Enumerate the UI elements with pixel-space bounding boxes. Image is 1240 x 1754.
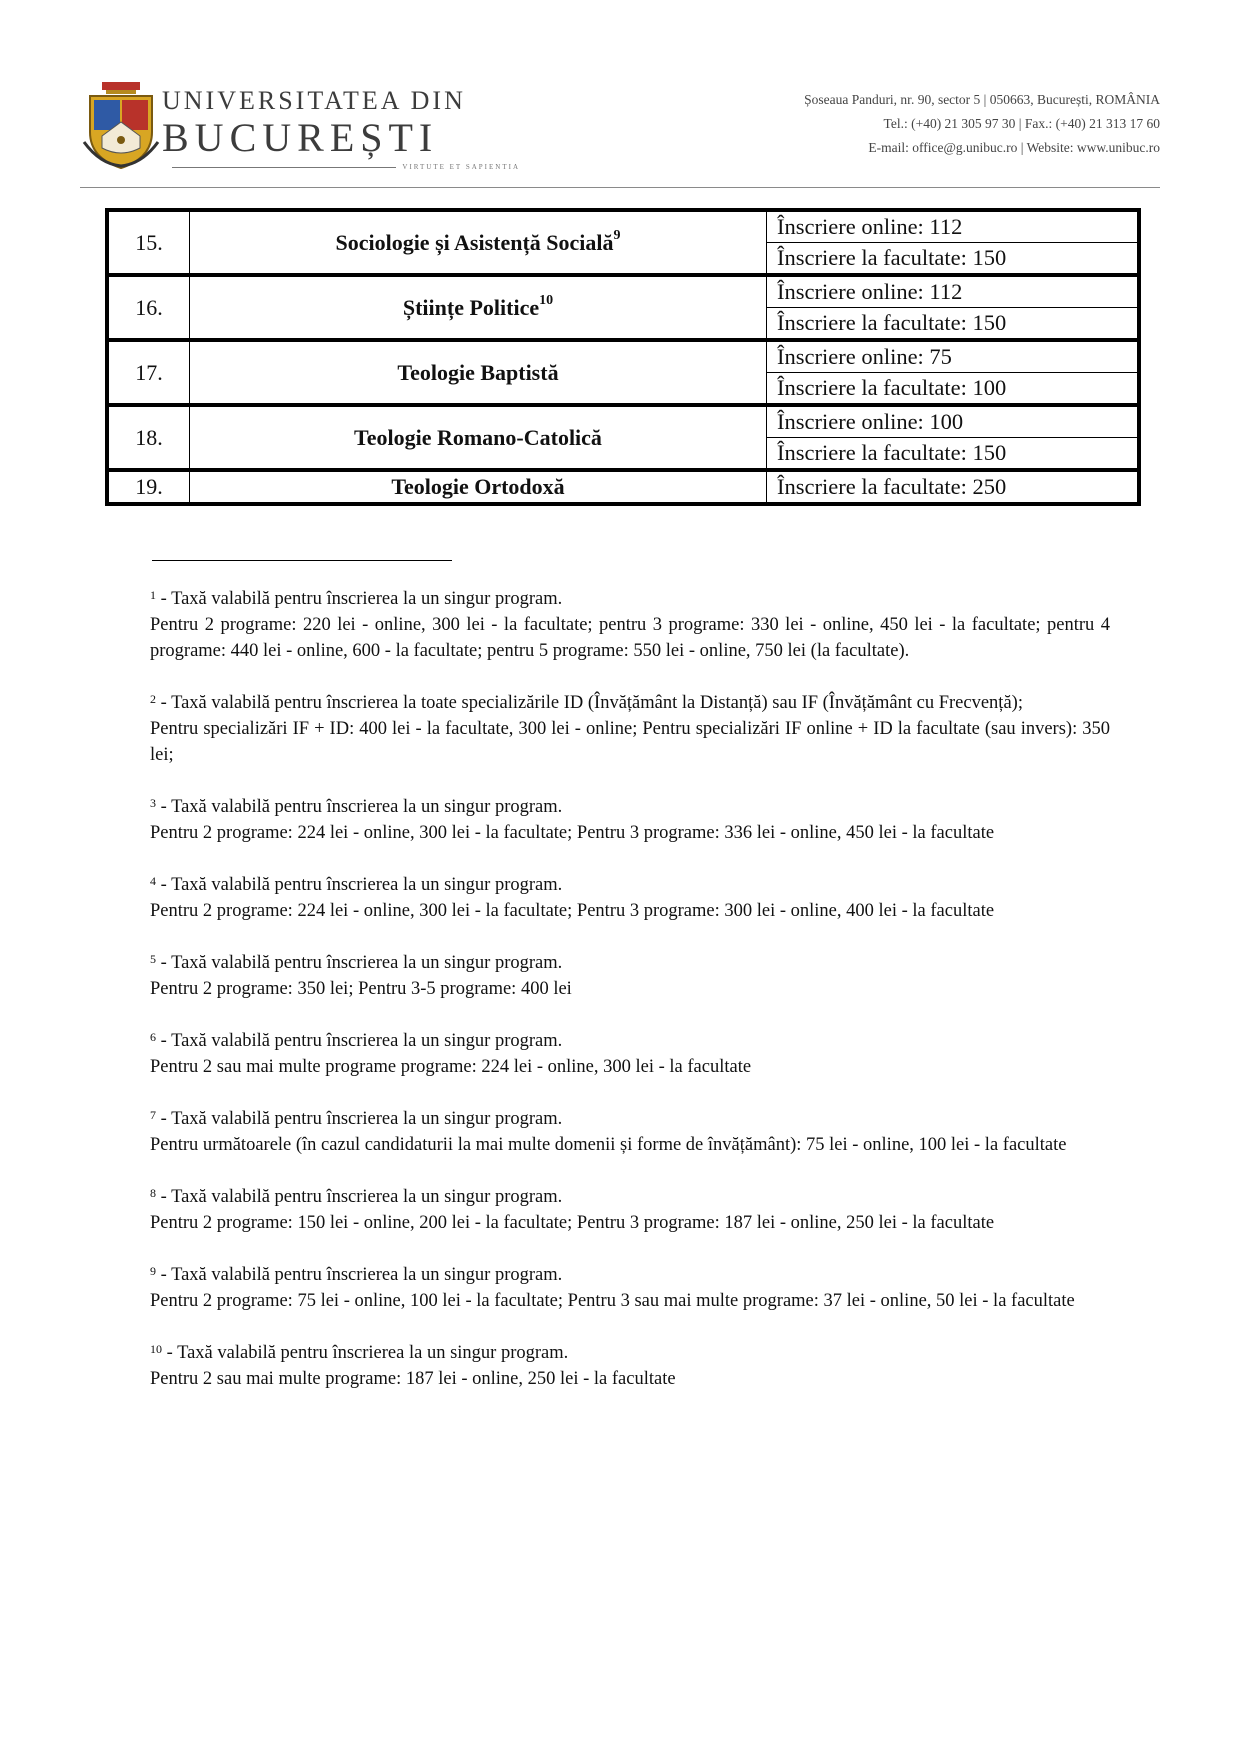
footnote-text: - Taxă valabilă pentru înscrierea la un singur program. (166, 1343, 569, 1363)
fee-cell: Înscriere online: 112 (767, 210, 1140, 243)
table-row (107, 275, 1139, 308)
program-name-cell (190, 405, 767, 470)
footnote-line (150, 1340, 1110, 1366)
fee-cell: Înscriere la facultate: 150 (767, 243, 1140, 276)
row-number: 17. (107, 340, 190, 405)
footnote-line (150, 1184, 1110, 1210)
contact-block (804, 88, 1160, 160)
footnote-line (150, 1210, 1110, 1236)
footnote (150, 794, 1110, 846)
program-name-cell (190, 210, 767, 275)
footnote-line (150, 1288, 1110, 1314)
footnote-text: Pentru 2 programe: 220 lei - online, 300 lei - la facultate; pentru 3 programe: 330 lei - online, 450 lei - la facultate; pentru 4 programe: 440 lei - online, 600 - la facultate; pentru 5 programe: 550 lei - online, 750 lei (la facultate). (150, 615, 1110, 661)
footnote-text: - Taxă valabilă pentru înscrierea la un singur program. (160, 1265, 563, 1285)
footnote (150, 1106, 1110, 1158)
footnote-text: Pentru specializări IF + ID: 400 lei - la facultate, 300 lei - online; Pentru specializări IF online + ID la facultate (sau invers): 350 lei; (150, 719, 1110, 765)
footnote-text: Pentru 2 programe: 150 lei - online, 200 lei - la facultate; Pentru 3 programe: 187 lei - online, 250 lei - la facultate (150, 1213, 995, 1233)
footnote-number: 7 (150, 1108, 156, 1122)
footnote-number: 3 (150, 796, 156, 810)
footnote-number: 1 (150, 588, 156, 602)
footnote-line (150, 586, 1110, 612)
footnote-line (150, 898, 1110, 924)
footnote-separator (152, 560, 452, 561)
footnote-text: Pentru 2 programe: 75 lei - online, 100 lei - la facultate; Pentru 3 sau mai multe programe: 37 lei - online, 50 lei - la facultate (150, 1291, 1075, 1311)
fee-cell: Înscriere la facultate: 100 (767, 373, 1140, 406)
university-crest-icon (80, 82, 162, 170)
footnote-line (150, 872, 1110, 898)
footnote-text: - Taxă valabilă pentru înscrierea la un singur program. (160, 797, 563, 817)
footnote-ref: 9 (613, 227, 621, 243)
program-name: Teologie Romano-Catolică (354, 424, 602, 450)
footnote (150, 1340, 1110, 1392)
fee-cell: Înscriere la facultate: 150 (767, 308, 1140, 341)
footnote-line (150, 950, 1110, 976)
program-name-cell (190, 470, 767, 504)
university-name-line1: UNIVERSITATEA DIN (162, 86, 466, 115)
footnote-text: - Taxă valabilă pentru înscrierea la un singur program. (160, 875, 563, 895)
footnote (150, 1184, 1110, 1236)
fee-cell: Înscriere online: 112 (767, 275, 1140, 308)
footnote-text: Pentru 2 sau mai multe programe programe: 224 lei - online, 300 lei - la facultate (150, 1057, 752, 1077)
footnote-line (150, 690, 1110, 716)
motto-line (172, 162, 520, 172)
row-number: 15. (107, 210, 190, 275)
footnote (150, 1028, 1110, 1080)
footnote-text: Pentru următoarele (în cazul candidaturii la mai multe domenii și forme de învățământ): 75 lei - online, 100 lei - la facultate (150, 1135, 1067, 1155)
footnote-text: - Taxă valabilă pentru înscrierea la un singur program. (160, 1109, 563, 1129)
footnote-text: Pentru 2 programe: 224 lei - online, 300 lei - la facultate; Pentru 3 programe: 300 lei - online, 400 lei - la facultate (150, 901, 995, 921)
program-name: Teologie Baptistă (397, 359, 559, 385)
footnote-text: - Taxă valabilă pentru înscrierea la un singur program. (160, 1187, 563, 1207)
footnote-number: 10 (150, 1342, 162, 1356)
footnote-text: Pentru 2 sau mai multe programe: 187 lei - online, 250 lei - la facultate (150, 1369, 676, 1389)
row-number: 16. (107, 275, 190, 340)
footnote (150, 950, 1110, 1002)
phone-line: Tel.: (+40) 21 305 97 30 | Fax.: (+40) 21 313 17 60 (883, 116, 1160, 131)
footnote (150, 872, 1110, 924)
program-name: Științe Politice (402, 294, 540, 320)
row-number: 19. (107, 470, 190, 504)
table-row (107, 340, 1139, 373)
footnote-text: Pentru 2 programe: 350 lei; Pentru 3-5 programe: 400 lei (150, 979, 572, 999)
footnote (150, 586, 1110, 664)
program-name-cell (190, 275, 767, 340)
footnote-number: 4 (150, 874, 156, 888)
footnote-text: Pentru 2 programe: 224 lei - online, 300 lei - la facultate; Pentru 3 programe: 336 lei - online, 450 lei - la facultate (150, 823, 995, 843)
footnote-line (150, 1132, 1110, 1158)
footnote-text: - Taxă valabilă pentru înscrierea la un singur program. (160, 953, 563, 973)
footnote-number: 8 (150, 1186, 156, 1200)
footnote-line (150, 1262, 1110, 1288)
footnotes (150, 586, 1110, 1418)
program-name: Teologie Ortodoxă (391, 474, 565, 499)
footnote-number: 5 (150, 952, 156, 966)
admission-fee-table (105, 208, 1141, 506)
fee-cell: Înscriere la facultate: 250 (767, 470, 1140, 504)
footnote-line (150, 794, 1110, 820)
footnote-number: 9 (150, 1264, 156, 1278)
address-line: Șoseaua Panduri, nr. 90, sector 5 | 050663, București, ROMÂNIA (804, 92, 1160, 107)
university-motto: VIRTUTE ET SAPIENTIA (396, 162, 520, 172)
footnote-ref: 10 (539, 292, 554, 308)
footnote-line (150, 1054, 1110, 1080)
fee-cell: Înscriere la facultate: 150 (767, 438, 1140, 471)
table-row (107, 210, 1139, 243)
footnote-number: 2 (150, 692, 156, 706)
footnote-text: - Taxă valabilă pentru înscrierea la toate specializările ID (Învățământ la Distanță) sau IF (Învățământ cu Frecvență); (160, 693, 1023, 713)
letterhead (80, 82, 1160, 182)
footnote-line (150, 1366, 1110, 1392)
footnote-line (150, 1106, 1110, 1132)
footnote (150, 1262, 1110, 1314)
fee-cell: Înscriere online: 100 (767, 405, 1140, 438)
email-website-line: E-mail: office@g.unibuc.ro | Website: www.unibuc.ro (868, 140, 1160, 155)
footnote-line (150, 976, 1110, 1002)
footnote (150, 690, 1110, 768)
row-number: 18. (107, 405, 190, 470)
header-divider (80, 187, 1160, 188)
table-row (107, 470, 1139, 504)
footnote-line (150, 716, 1110, 768)
program-name-cell (190, 340, 767, 405)
footnote-line (150, 612, 1110, 664)
program-name: Sociologie și Asistență Socială (335, 229, 614, 255)
footnote-line (150, 820, 1110, 846)
footnote-text: - Taxă valabilă pentru înscrierea la un singur program. (160, 1031, 563, 1051)
university-name (162, 87, 466, 159)
table-row (107, 405, 1139, 438)
fee-cell: Înscriere online: 75 (767, 340, 1140, 373)
university-name-line2: BUCUREȘTI (162, 115, 439, 160)
footnote-text: - Taxă valabilă pentru înscrierea la un singur program. (160, 589, 563, 609)
footnote-line (150, 1028, 1110, 1054)
footnote-number: 6 (150, 1030, 156, 1044)
